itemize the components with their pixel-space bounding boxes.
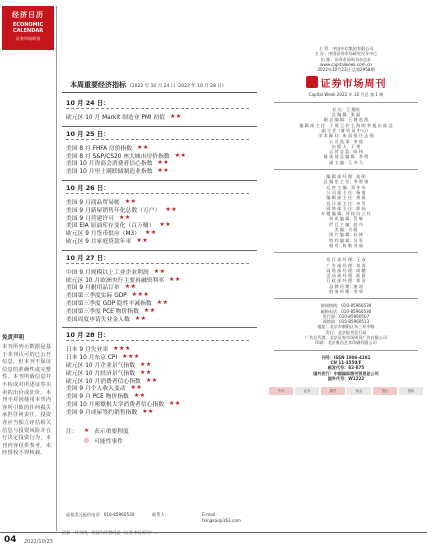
left-divider [56, 6, 57, 531]
day-separator [62, 126, 257, 127]
left-column [0, 0, 60, 552]
masthead-contact-line: 邮购电话：010-85960530 [320, 308, 372, 314]
masthead-contact-line: 发行：北京报刊发行局 [325, 329, 367, 335]
importance-star-icon: ★★ [174, 151, 187, 159]
section-logo [2, 6, 54, 50]
importance-star-icon: ★★ [145, 376, 158, 384]
masthead-separator [274, 169, 418, 170]
importance-star-icon: ★★★ [131, 291, 150, 299]
importance-star-icon: ★★ [156, 299, 169, 306]
masthead-staff-line: 运 营 主 编：刘 冬 冬 [326, 184, 366, 190]
indicator-name: 欧元区 9 月货币供应（M3） [66, 231, 141, 238]
masthead-staff-line: 专 题 编 辑：刘 伟 冯 立 红 [320, 211, 372, 217]
importance-star-icon: ★★ [145, 229, 157, 237]
indicator-name: 美国第三季度实际 GDP [66, 293, 127, 300]
importance-star-icon: ★★ [157, 167, 170, 175]
masthead-separator [274, 298, 418, 299]
importance-star-icon: ★★ [136, 237, 149, 244]
masthead-pub-line: 刊号：ISSN 1006-4281 [321, 354, 371, 360]
importance-star-icon: ★★ [124, 198, 137, 205]
legend [66, 426, 129, 446]
indicator-name: 美国 9 月 PCE 物价指数 [66, 394, 129, 401]
importance-star-icon: ★★ [140, 361, 152, 368]
indicator-name: 美国 10 月咨商会消费者信心指数 [66, 161, 153, 168]
masthead-business-line: 品 牌 经 理：唐 明 [329, 283, 363, 289]
importance-star-icon: ★★ [169, 275, 181, 283]
legend-row [66, 436, 129, 446]
legend-text: 表示重要程度 [94, 429, 129, 436]
day-heading: 10 月 28 日： [66, 331, 110, 340]
masthead-business-line: 网 络 部 经 理：周 鹏 [326, 267, 366, 273]
masthead-publisher-line: 主 管：中国中信集团有限公司 [318, 46, 374, 51]
masthead-staff-line: 校 对：陈 敏 刘 丽 [329, 242, 363, 248]
masthead-editorial-line: 媒 体 部 总 编 辑：李 明 [323, 154, 369, 160]
masthead-editorial-line: 副 主 编：王 冬 力 [329, 159, 363, 165]
masthead-pub-line: 邮发代号：82-875 [327, 365, 365, 371]
masthead-business-line: 财 务 经 理：李 华 [329, 288, 363, 294]
indicator-name: 欧元区 10 月经济景气指数 [66, 370, 136, 377]
page-number: 04 [4, 535, 17, 545]
indicator-name: 美国 9 月个人收入变动 [66, 386, 126, 393]
bottom-rule [0, 532, 427, 533]
panel-title-text: 本周重要经济指标 [70, 81, 126, 89]
panel-title [70, 80, 224, 90]
masthead-editorial-line: 编 辑 部 主 任：于 建 王 钧 王 海 明 李 旭 东 陈 浩 [299, 122, 393, 128]
indicator-item [66, 166, 169, 175]
day-heading: 10 月 26 日： [66, 184, 110, 192]
masthead-editorial-line: 出 版 人：于 建 [331, 143, 361, 149]
indicator-item [66, 236, 148, 245]
indicator-name: 美国周度申请失业金人数 [66, 316, 130, 323]
footer-email-label: E-mail： [202, 512, 220, 517]
masthead-staff-line: 编 辑 部 经 理：张 明 [326, 174, 366, 180]
masthead-staff-line: 网 络 部 主 任：郭 伟 [326, 205, 366, 211]
sponsor-logo: 中信 [269, 387, 293, 395]
indicator-name: 日本 10 月东京 CPI [66, 355, 118, 362]
masthead-contact-line: 地址：北京市朝阳区东三环中路 [317, 324, 375, 330]
importance-star-icon: ★★ [157, 159, 170, 167]
calendar-panel [62, 80, 257, 510]
masthead-business-line: 活 动 部 经 理：陈 晨 [326, 273, 366, 279]
importance-star-icon: ★★ [142, 407, 154, 415]
importance-star-icon: ★★ [165, 205, 178, 213]
page-date: 2022/10/23 [24, 539, 53, 545]
sponsor-logo: 基金 [347, 387, 371, 395]
day-dash-rule [66, 263, 249, 264]
indicator-name: 美国 8 月 FHFA 房价指数 [66, 145, 133, 152]
masthead-staff-line: 公 司 部 主 任：杨 倩 [326, 189, 366, 195]
indicator-item [66, 407, 154, 416]
importance-star-icon: ★★ [143, 306, 156, 314]
masthead-editorial-line: 社 长：王 澳明 [332, 106, 360, 112]
importance-star-icon: ★★ [134, 314, 147, 322]
indicator-name: 美国 8 月 S&P/CS20 座大城市房价指数 [66, 153, 170, 160]
indicator-name: 欧元区 10 月 Markit 制造业 PMI 初值 [66, 115, 165, 121]
masthead-editorial-line: 公 司 监 事：李 俊 [329, 138, 363, 144]
masthead-business-line: 行 政 部 经 理：郑 洁 [326, 278, 366, 284]
brand-mark-icon [306, 76, 318, 88]
contact-footer [62, 512, 257, 526]
masthead-editorial-line: 副 总 编 辑：王 健 赵 凯 [323, 117, 369, 123]
importance-star-icon: ★★ [169, 400, 181, 407]
masthead-staff-line: 编 辑 部 主 任：黄 燕 [326, 195, 366, 201]
masthead-separator [274, 350, 418, 351]
section-logo-sub: 证券市场周刊 [16, 36, 40, 41]
masthead [268, 46, 424, 526]
day-separator [62, 327, 257, 328]
indicator-name: 美国 10 月里士满联储制造业指数 [66, 169, 153, 176]
importance-star-icon: ★★★ [122, 353, 140, 361]
masthead-editorial-line: 副 主 任（兼 资 讯 中 心） [321, 127, 371, 133]
indicator-name: 欧元区 10 月企业景气指数 [66, 363, 136, 369]
day-dash-rule [66, 108, 249, 109]
legend-row [66, 426, 129, 436]
importance-star-icon: ★★ [137, 143, 149, 151]
footer-note [62, 530, 158, 536]
importance-star-icon: ★★ [130, 384, 143, 392]
day-heading: 10 月 25 日： [66, 129, 110, 138]
masthead-publisher-line: 主 办：中国证券市场研究设计中心 [314, 51, 378, 57]
legend-label: 注： [66, 429, 78, 436]
sponsor-logo: 证券 [295, 387, 319, 395]
sponsor-logo: 期货 [321, 387, 345, 395]
indicator-item [66, 314, 147, 323]
masthead-contact-line: 发行部：010-85960507 [322, 313, 370, 319]
exemption-box [2, 333, 54, 458]
masthead-pub-line: 国外发行：中国国际图书贸易总公司 [313, 370, 379, 376]
indicator-name: 美国 9 月新屋销售年化总数（万户） [66, 207, 161, 214]
exemption-body: 本刊所列示数据是基于本刊认可的已公开信息，但本刊不保证信息的准确性或完整性。本刊所载信息并不构成对所述证券买卖的出价或征价。本刊不对因使用本刊内容所引致的任何损失承担任何责任。投资者应当独立评估相关信息与投资风险并自行决定投资行为，本刊内容仅供参考。未经授权不得转载。 [2, 344, 52, 457]
indicator-name: 中国 9 月规模以上工业企业利润 [66, 269, 149, 276]
masthead-separator [274, 102, 418, 103]
legend-text: 可能性事件 [94, 439, 123, 446]
day-separator [62, 180, 257, 181]
indicator-name: 美国 9 月成屋签约销售指数 [66, 409, 138, 416]
panel-date-range: (2022 年 10 月 24 日 -2022 年 10 月 28 日) [130, 84, 224, 89]
masthead-staff-line: 美 编：马 媛 [334, 227, 358, 233]
day-separator [62, 250, 257, 251]
importance-star-icon: ★★ [118, 213, 131, 221]
masthead-editorial-line: 学 术 顾 问：朱 国 根 任 志 强 [318, 133, 374, 139]
masthead-staff-line: 图 片 编 辑：孙 林 [329, 232, 363, 238]
day-heading: 10 月 24 日： [66, 99, 110, 107]
masthead-logo [305, 75, 387, 89]
masthead-contact-line: 新闻热线：010-85960539 [320, 303, 372, 309]
indicator-name: 欧元区 9 月家庭贷款年率 [66, 239, 132, 245]
importance-star-icon: ★★ [140, 368, 152, 376]
footer-phone: 虚拟美元报价电话：010-85960530 [66, 512, 135, 517]
day-dash-rule [66, 193, 249, 194]
masthead-pub-line: 国外代号：W1222 [327, 375, 365, 381]
masthead-separator [274, 252, 418, 253]
indicator-name: 美国 EIA 原油库存变化（百万桶） [66, 223, 155, 230]
importance-star-icon: ★★ [124, 283, 137, 291]
masthead-pub-line: CN 11-3550/F [330, 359, 362, 365]
indicator-item [66, 112, 182, 121]
importance-star-icon: ★★ [170, 113, 182, 120]
masthead-logo-name: 证券市场周刊 [320, 78, 387, 90]
sponsor-logo: 保险 [399, 387, 423, 395]
masthead-staff-line: 总 编 室 主 任：李 智 康 [323, 179, 369, 185]
importance-star-icon: ★★ [153, 267, 166, 275]
masthead-publisher-line: 出 版：证券市场周刊杂志社 [320, 56, 372, 62]
masthead-staff-line: 设 计 部 主 任：齐 雪 [326, 200, 366, 206]
masthead-logo-sub: Capital Week 2022 年 10 月总 第 1 期 [308, 92, 384, 98]
day-dash-rule [66, 340, 249, 341]
masthead-staff-line: 栏 目 主 编：赵 丹 [329, 221, 363, 227]
day-heading: 10 月 27 日： [66, 253, 110, 262]
footer-contact: 联系人： [152, 512, 169, 517]
section-logo-en: ECONOMIC CALENDAR [12, 22, 44, 34]
masthead-contact-line: 网络部：010-85960513 [322, 319, 370, 325]
indicator-name: 欧元区 10 月消费者信心指数 [66, 378, 141, 385]
masthead-business-line: 广 告 部 经 理：刘 涛 [326, 262, 366, 268]
importance-star-icon: ★★★ [113, 345, 131, 353]
indicator-name: 美国第三季度 PCE 物价指数 [66, 308, 139, 315]
day-dash-rule [66, 139, 249, 140]
masthead-editorial-line: 运 营 总 监：陈 伟 [329, 149, 363, 155]
indicator-name: 美国第三季度 GDP 隐性平减指数 [66, 301, 152, 307]
masthead-editorial-line: 总 编 辑：张 磊 [331, 112, 361, 118]
masthead-staff-line: 资 讯 编 辑：蔡 敏 [329, 216, 363, 222]
importance-star-icon: ★★ [133, 392, 146, 400]
legend-star-icon: ★ [84, 427, 90, 434]
panel-rule [62, 92, 257, 93]
indicator-name: 欧元区 10 月欧洲央行主要再融资利率 [66, 277, 165, 284]
indicator-name: 美国 10 月密歇根大学消费者信心指数 [66, 402, 165, 408]
masthead-contact-line: 广告总代理：北京证券市场周刊广告有限公司 [305, 335, 387, 341]
masthead-publisher-line: www.capitalweek.com.cn [320, 61, 372, 67]
footer-email[interactable]: fxingkai@163.com [202, 518, 241, 523]
indicator-name: 日本 9 月失业率 [66, 347, 109, 354]
masthead-contact-line: 印刷：北京雅昌艺术印刷有限公司 [315, 340, 377, 346]
sponsor-bar [268, 385, 424, 397]
indicator-name: 美国 9 月营建许可 [66, 215, 114, 222]
masthead-publisher-line: 2022年10月23日 总第2958期 [317, 67, 375, 73]
exemption-title: 免责声明 [2, 335, 25, 341]
importance-star-icon: ★★ [159, 221, 172, 229]
section-logo-cn: 经济日历 [12, 11, 44, 19]
legend-circle-icon: ◎ [84, 437, 90, 444]
indicator-name: 美国 9 月耐用品订单 [66, 285, 120, 292]
indicator-name: 美国 9 月商品贸易帐 [66, 200, 120, 206]
masthead-staff-line: 特 约 编 辑：吴 军 [329, 237, 363, 243]
sponsor-logo: 银行 [373, 387, 397, 395]
masthead-business-line: 发 行 部 经 理：王 双 [326, 257, 366, 263]
